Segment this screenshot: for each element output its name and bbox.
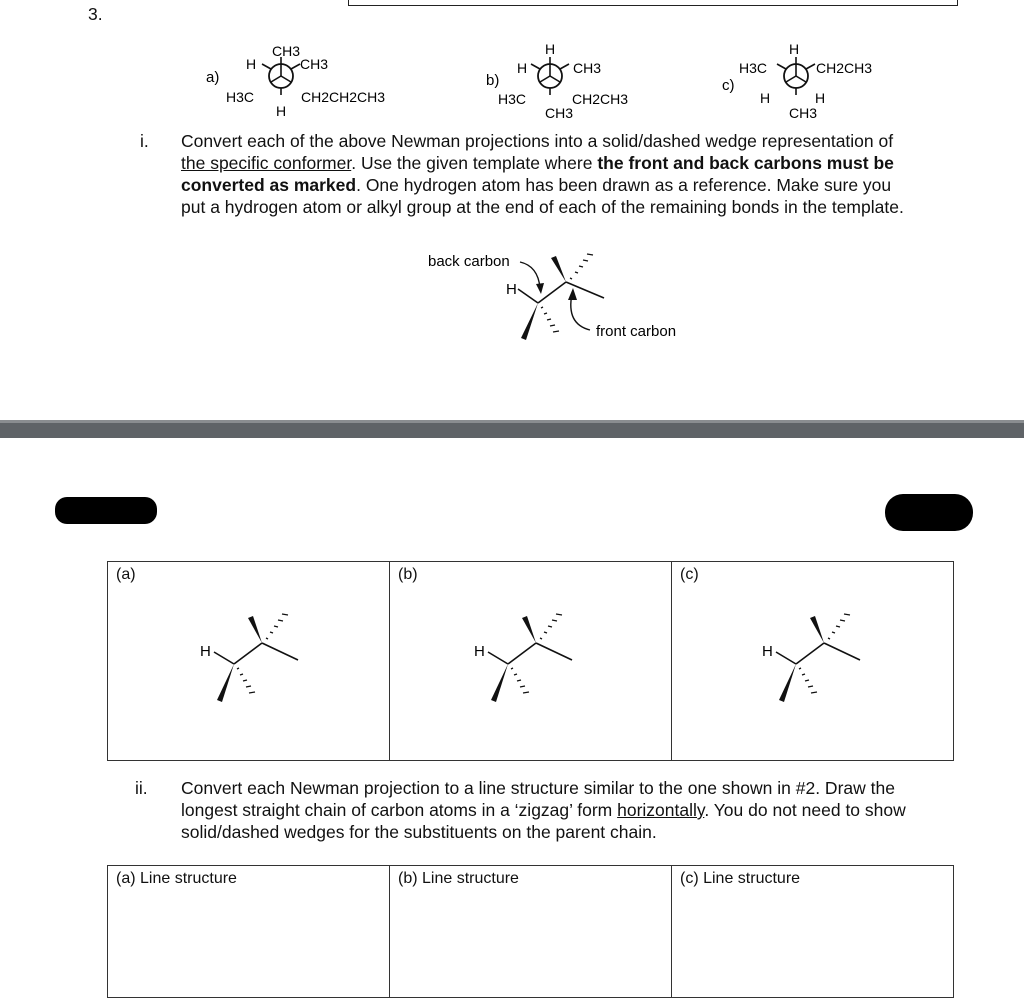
newman-projections [0,30,1024,130]
answer-box-a[interactable] [108,562,390,761]
newman-c-left-bottom: H [760,90,771,106]
line-box-a-label: (a) Line structure [116,870,237,887]
template-figure [420,248,710,348]
line-box-b-label: (b) Line structure [398,870,519,887]
template-b-h: H [474,643,485,660]
part-i-line-1: Convert each of the above Newman projections into a solid/dashed wedge representation of [181,131,894,151]
part-i-instructions [181,130,981,218]
answer-grid [107,561,954,761]
newman-c [722,41,872,121]
problem-number: 3. [88,4,103,24]
newman-c-right-top: CH2CH3 [816,60,873,76]
part-i-line-2 [181,152,981,174]
template-a-h: H [200,643,211,660]
newman-b-right-top: CH3 [573,60,602,76]
newman-a-back-left: H [246,56,257,72]
redacted-block-left [55,497,157,524]
template-copy-b [472,610,602,710]
redacted-block-right [885,494,973,531]
line-box-c[interactable] [672,866,954,998]
answer-box-c[interactable] [672,562,954,761]
newman-c-bottom: CH3 [789,105,818,121]
part-i-line-4: put a hydrogen atom or alkyl group at the end of each of the remaining bonds in the template. [181,197,904,217]
newman-b-bottom: CH3 [545,105,574,121]
part-ii-line-3: solid/dashed wedges for the substituents on the parent chain. [181,822,657,842]
template-copy-a [198,610,328,710]
newman-a-front-left: H3C [226,89,255,105]
part-ii-line-1: Convert each Newman projection to a line structure similar to the one shown in #2. Draw the [181,778,895,798]
part-i-bold-1: the front and back carbons must be [597,153,894,173]
part-i-bold-2: converted as marked [181,175,357,195]
part-i-line-3-rest: . One hydrogen atom has been drawn as a reference. Make sure you [356,175,892,195]
part-ii-instructions [181,777,981,843]
template-front-label: front carbon [596,323,677,340]
answer-box-a-label: (a) [116,566,136,583]
template-h-label: H [506,281,517,298]
template-copy-c [760,610,890,710]
part-ii-underlined: horizontally [617,800,705,820]
part-i-underlined: the specific conformer [181,153,352,173]
section-divider [0,420,1024,438]
newman-a-back-right: CH3 [300,56,329,72]
newman-c-top: H [789,41,800,57]
newman-b-left-bottom: H3C [498,91,527,107]
newman-b-right-bottom: CH2CH3 [572,91,629,107]
newman-a-front-right: CH2CH2CH3 [301,89,386,105]
part-ii-numeral: ii. [135,778,148,798]
newman-c-left-top: H3C [739,60,768,76]
newman-a-back-top: CH3 [272,43,301,59]
answer-box-b[interactable] [390,562,672,761]
part-ii-line-2b: . You do not need to show [704,800,906,820]
template-back-label: back carbon [428,253,510,270]
newman-b-label: b) [486,72,500,89]
top-answer-box [348,0,958,6]
part-i-numeral: i. [140,131,149,151]
newman-a-front-bottom: H [276,103,287,119]
line-structure-grid [107,865,954,998]
newman-c-label: c) [722,77,735,94]
template-c-h: H [762,643,773,660]
part-i-line-3 [181,174,981,196]
newman-a-label: a) [206,69,220,86]
newman-b-left-top: H [517,60,528,76]
newman-b [486,41,628,121]
line-box-c-label: (c) Line structure [680,870,801,887]
newman-c-right-bottom: H [815,90,826,106]
line-box-a[interactable] [108,866,390,998]
answer-box-c-label: (c) [680,566,699,583]
part-ii-line-2a: longest straight chain of carbon atoms in a ‘zigzag’ form [181,800,618,820]
line-box-b[interactable] [390,866,672,998]
answer-box-b-label: (b) [398,566,418,583]
part-ii-line-2 [181,799,981,821]
part-i-line-2-rest: . Use the given template where [351,153,598,173]
newman-b-top: H [545,41,556,57]
newman-a [206,43,385,119]
